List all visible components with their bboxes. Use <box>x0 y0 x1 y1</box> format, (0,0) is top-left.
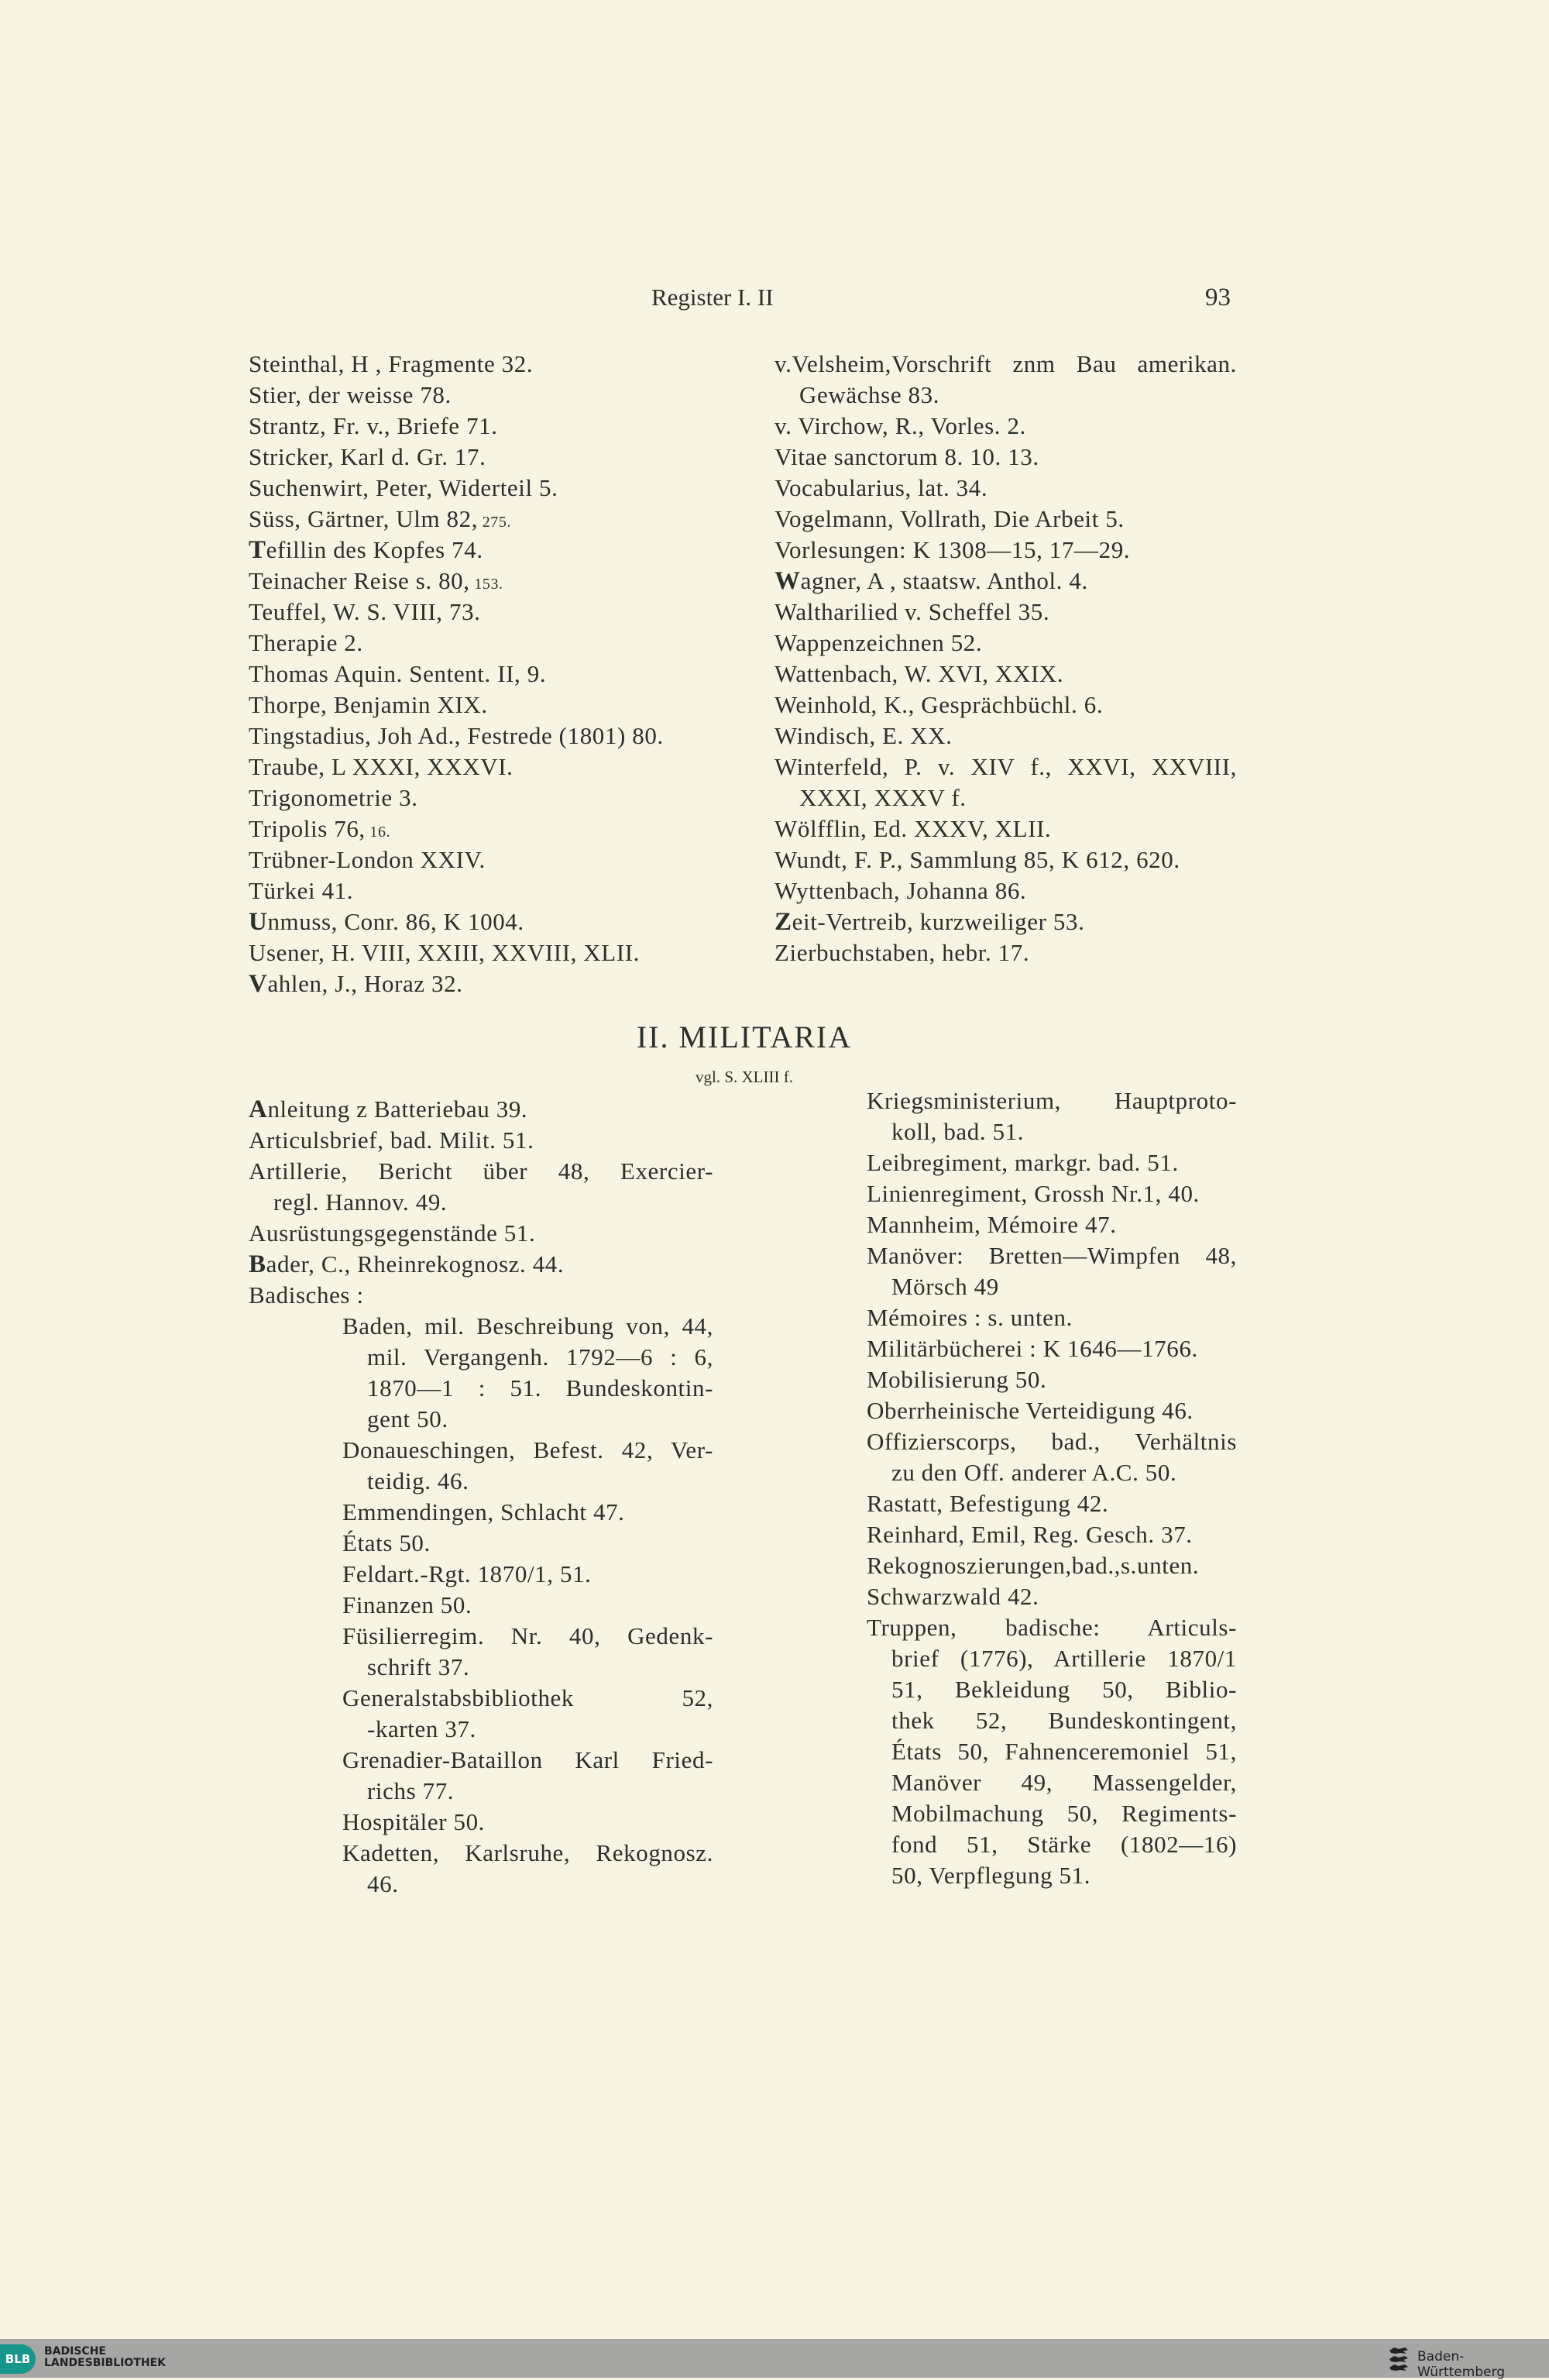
index-entry <box>774 628 1237 659</box>
index-entry <box>249 380 713 411</box>
index-entry <box>249 1218 713 1249</box>
index-entry <box>249 1249 713 1280</box>
index-line: Ausrüstungsgegenstände 51. <box>249 1219 536 1247</box>
index-line: Badisches : <box>249 1281 364 1309</box>
index-entry <box>249 411 713 442</box>
index-line: Offizierscorps, bad., Verhältnis <box>867 1428 1237 1455</box>
index-entry <box>249 535 713 566</box>
index-line: fond 51, Stärke (1802—16) <box>891 1831 1237 1858</box>
blb-logo-line: BADISCHE <box>44 2345 106 2358</box>
index-line: Feldart.-Rgt. 1870/1, 51. <box>342 1560 592 1587</box>
index-line: Strantz, Fr. v., Briefe 71. <box>249 412 498 439</box>
index-entry <box>774 442 1237 473</box>
index-line: Unmuss, Conr. 86, K 1004. <box>249 908 524 936</box>
index-line: Artillerie, Bericht über 48, Exercier- <box>249 1157 713 1185</box>
index-line: Wölfflin, Ed. XXXV, XLII. <box>774 815 1052 842</box>
index-entry <box>867 1612 1237 1891</box>
index-line: Vitae sanctorum 8. 10. 13. <box>774 443 1039 470</box>
index-entry <box>249 1094 713 1125</box>
index-line: 50, Verpflegung 51. <box>891 1862 1091 1889</box>
index-line: Truppen, badische: Articuls- <box>867 1614 1237 1641</box>
index-subentry <box>249 1311 713 1435</box>
index-line: v. Virchow, R., Vorles. 2. <box>774 412 1026 439</box>
index-subentry <box>249 1807 713 1838</box>
index-line: Generalstabsbibliothek 52, <box>342 1684 713 1711</box>
index-entry <box>249 813 713 844</box>
index-line: Suchenwirt, Peter, Widerteil 5. <box>249 474 558 501</box>
index-entry <box>867 1581 1237 1612</box>
index-line: Vocabularius, lat. 34. <box>774 474 988 501</box>
index-entry <box>249 659 713 690</box>
small-page-ref: 275. <box>478 514 512 531</box>
index-line: Baden, mil. Beschreibung von, 44, <box>342 1312 713 1340</box>
index-line: Windisch, E. XX. <box>774 722 953 749</box>
index-entry <box>867 1364 1237 1395</box>
index-entry <box>867 1178 1237 1209</box>
bw-logo-text[interactable]: Baden-Württemberg <box>1417 2349 1506 2380</box>
index-entry <box>774 597 1237 628</box>
index-line: Teinacher Reise s. 80, 153. <box>249 567 503 594</box>
index-entry <box>774 875 1237 906</box>
index-line: Türkei 41. <box>249 877 354 904</box>
index-entry <box>867 1240 1237 1302</box>
index-entry <box>867 1519 1237 1550</box>
index-line: Mobilmachung 50, Regiments- <box>891 1800 1237 1827</box>
index-subentry <box>249 1497 713 1528</box>
index-line: Wundt, F. P., Sammlung 85, K 612, 620. <box>774 846 1180 873</box>
index-entry <box>249 504 713 535</box>
index-entry <box>774 566 1237 597</box>
index-line: Wagner, A , staatsw. Anthol. 4. <box>774 567 1088 595</box>
index-line: Winterfeld, P. v. XIV f., XXVI, XXVIII, <box>774 753 1237 780</box>
index-entry <box>249 628 713 659</box>
index-entry <box>249 1280 713 1311</box>
index-line: Mémoires : s. unten. <box>867 1304 1073 1331</box>
index-entry <box>774 411 1237 442</box>
index-line: Zeit-Vertreib, kurzweiliger 53. <box>774 908 1085 936</box>
section-reference: vgl. S. XLIII f. <box>696 1068 793 1086</box>
index-subentry <box>249 1745 713 1807</box>
index-subentry <box>249 1528 713 1559</box>
index-line: teidig. 46. <box>367 1467 469 1494</box>
blb-logo-line: LANDESBIBLIOTHEK <box>44 2357 167 2369</box>
index-line: Militärbücherei : K 1646—1766. <box>867 1335 1198 1362</box>
index-line: Oberrheinische Verteidigung 46. <box>867 1397 1194 1424</box>
index-entry <box>249 1156 713 1218</box>
index-entry <box>774 844 1237 875</box>
index-line: Füsilierregim. Nr. 40, Gedenk- <box>342 1622 713 1649</box>
index-entry <box>249 937 713 968</box>
index-entry <box>249 442 713 473</box>
index-line: Schwarzwald 42. <box>867 1583 1039 1610</box>
index-line: Finanzen 50. <box>342 1591 472 1618</box>
index-line: Usener, H. VIII, XXIII, XXVIII, XLII. <box>249 939 641 966</box>
index-line: Kriegsministerium, Hauptproto- <box>867 1087 1237 1114</box>
index-line: thek 52, Bundeskontingent, <box>891 1707 1237 1734</box>
index-line: Linienregiment, Grossh Nr.1, 40. <box>867 1180 1200 1207</box>
index-line: Hospitäler 50. <box>342 1808 486 1835</box>
index-entry <box>867 1426 1237 1488</box>
blb-logo[interactable]: BLB <box>0 2344 36 2374</box>
index-line: gent 50. <box>367 1405 448 1432</box>
index-line: koll, bad. 51. <box>891 1118 1025 1145</box>
index-line: États 50, Fahnenceremoniel 51, <box>891 1738 1237 1765</box>
index-entry <box>249 782 713 813</box>
index-entry <box>867 1209 1237 1240</box>
small-page-ref: 153. <box>469 576 503 593</box>
index-line: Traube, L XXXI, XXXVI. <box>249 753 513 780</box>
running-head-title: Register I. II <box>651 284 774 311</box>
index-entry <box>249 968 713 999</box>
section-initial-letter: W <box>774 567 801 595</box>
index-line: -karten 37. <box>367 1715 476 1742</box>
index-line: Kadetten, Karlsruhe, Rekognosz. <box>342 1839 713 1866</box>
index-line: Vorlesungen: K 1308—15, 17—29. <box>774 536 1131 563</box>
index-line: Weinhold, K., Gesprächbüchl. 6. <box>774 691 1104 718</box>
index-line: Teuffel, W. S. VIII, 73. <box>249 598 481 625</box>
index-line: 51, Bekleidung 50, Biblio- <box>891 1676 1237 1703</box>
index-line: Bader, C., Rheinrekognosz. 44. <box>249 1250 565 1278</box>
index-line: Reinhard, Emil, Reg. Gesch. 37. <box>867 1521 1193 1548</box>
index-line: Wattenbach, W. XVI, XXIX. <box>774 660 1064 687</box>
index-entry <box>249 473 713 504</box>
page-number: 93 <box>1205 284 1231 311</box>
index-line: Leibregiment, markgr. bad. 51. <box>867 1149 1179 1176</box>
index-entry <box>867 1085 1237 1147</box>
section-initial-letter: Z <box>774 908 792 936</box>
index-line: Thorpe, Benjamin XIX. <box>249 691 488 718</box>
index-line: Mobilisierung 50. <box>867 1366 1047 1393</box>
index-entry <box>249 566 713 597</box>
index-entry <box>774 690 1237 721</box>
index-line: Mannheim, Mémoire 47. <box>867 1211 1117 1238</box>
index-line: v.Velsheim,Vorschrift znm Bau amerikan. <box>774 350 1237 377</box>
section-heading: II. MILITARIA <box>636 1020 853 1054</box>
index-line: Süss, Gärtner, Ulm 82, 275. <box>249 505 512 532</box>
index-entry <box>249 721 713 751</box>
index-line: Stricker, Karl d. Gr. 17. <box>249 443 486 470</box>
index-entry <box>249 875 713 906</box>
index-entry <box>249 349 713 380</box>
index-entry <box>774 535 1237 566</box>
index-entry <box>867 1488 1237 1519</box>
section-initial-letter: A <box>249 1095 268 1123</box>
index-line: regl. Hannov. 49. <box>273 1188 448 1216</box>
militaria-column-left <box>249 1094 713 1900</box>
index-entry <box>867 1550 1237 1581</box>
index-line: Donaueschingen, Befest. 42, Ver- <box>342 1436 713 1463</box>
index-entry <box>774 721 1237 751</box>
index-line: Stier, der weisse 78. <box>249 381 452 408</box>
index-line: Trigonometrie 3. <box>249 784 418 811</box>
index-entry <box>249 844 713 875</box>
section-initial-letter: T <box>249 536 266 564</box>
index-subentry <box>249 1559 713 1590</box>
index-line: Articulsbrief, bad. Milit. 51. <box>249 1126 534 1154</box>
index-line: mil. Vergangenh. 1792—6 : 6, <box>367 1343 713 1371</box>
index-line: Vogelmann, Vollrath, Die Arbeit 5. <box>774 505 1125 532</box>
index-entry <box>867 1395 1237 1426</box>
index-line: Anleitung z Batteriebau 39. <box>249 1095 528 1123</box>
index-line: Grenadier-Bataillon Karl Fried- <box>342 1746 713 1773</box>
index-line: Mörsch 49 <box>891 1273 999 1300</box>
index-entry <box>774 659 1237 690</box>
index-subentry <box>249 1683 713 1745</box>
index-line: Tefillin des Kopfes 74. <box>249 536 483 564</box>
blb-logo-text[interactable] <box>44 2346 166 2369</box>
index-line: Manöver 49, Massengelder, <box>891 1769 1237 1796</box>
index-line: schrift 37. <box>367 1653 470 1680</box>
index-entry <box>249 597 713 628</box>
index-line: Tripolis 76, 16. <box>249 815 391 842</box>
index-line: Thomas Aquin. Sentent. II, 9. <box>249 660 547 687</box>
index-line: Emmendingen, Schlacht 47. <box>342 1498 625 1525</box>
index-line: Tingstadius, Joh Ad., Festrede (1801) 80. <box>249 722 664 749</box>
index-entry <box>249 1125 713 1156</box>
index-entry <box>249 751 713 782</box>
index-line: zu den Off. anderer A.C. 50. <box>891 1459 1177 1486</box>
index-line: XXXI, XXXV f. <box>799 784 967 811</box>
index-entry <box>249 690 713 721</box>
index-subentry <box>249 1838 713 1900</box>
index-subentry <box>249 1621 713 1683</box>
index-line: Rastatt, Befestigung 42. <box>867 1490 1109 1517</box>
index-line: Waltharilied v. Scheffel 35. <box>774 598 1050 625</box>
index-entry <box>774 937 1237 968</box>
index-line: Wappenzeichnen 52. <box>774 629 983 656</box>
index-line: Therapie 2. <box>249 629 363 656</box>
index-subentry <box>249 1590 713 1621</box>
index-line: Vahlen, J., Horaz 32. <box>249 970 463 998</box>
index-line: Manöver: Bretten—Wimpfen 48, <box>867 1242 1237 1269</box>
section-initial-letter: V <box>249 970 268 998</box>
index-line: Rekognoszierungen,bad.,s.unten. <box>867 1552 1200 1579</box>
index-line: 1870—1 : 51. Bundeskontin- <box>367 1374 713 1402</box>
viewer-footer-bar <box>0 2339 1549 2378</box>
small-page-ref: 16. <box>365 824 391 841</box>
index-line: 46. <box>367 1870 399 1897</box>
index-entry <box>774 473 1237 504</box>
index-entry <box>774 906 1237 937</box>
index-subentry <box>249 1435 713 1497</box>
index-line: Steinthal, H , Fragmente 32. <box>249 350 534 377</box>
index-entry <box>867 1302 1237 1333</box>
index-entry <box>774 751 1237 813</box>
index-entry <box>249 906 713 937</box>
register-column-right <box>774 349 1237 968</box>
militaria-column-right <box>867 1085 1237 1891</box>
register-column-left <box>249 349 713 999</box>
index-entry <box>867 1333 1237 1364</box>
index-line: brief (1776), Artillerie 1870/1 <box>891 1645 1237 1672</box>
section-initial-letter: U <box>249 908 268 936</box>
index-entry <box>774 349 1237 411</box>
index-line: Wyttenbach, Johanna 86. <box>774 877 1027 904</box>
index-line: Trübner-London XXIV. <box>249 846 486 873</box>
index-line: Zierbuchstaben, hebr. 17. <box>774 939 1030 966</box>
index-line: richs 77. <box>367 1777 455 1804</box>
index-entry <box>867 1147 1237 1178</box>
index-entry <box>774 504 1237 535</box>
section-initial-letter: B <box>249 1250 266 1278</box>
bw-lions-crest-icon <box>1388 2346 1410 2372</box>
index-line: États 50. <box>342 1529 431 1556</box>
index-line: Gewächse 83. <box>799 381 940 408</box>
index-entry <box>774 813 1237 844</box>
